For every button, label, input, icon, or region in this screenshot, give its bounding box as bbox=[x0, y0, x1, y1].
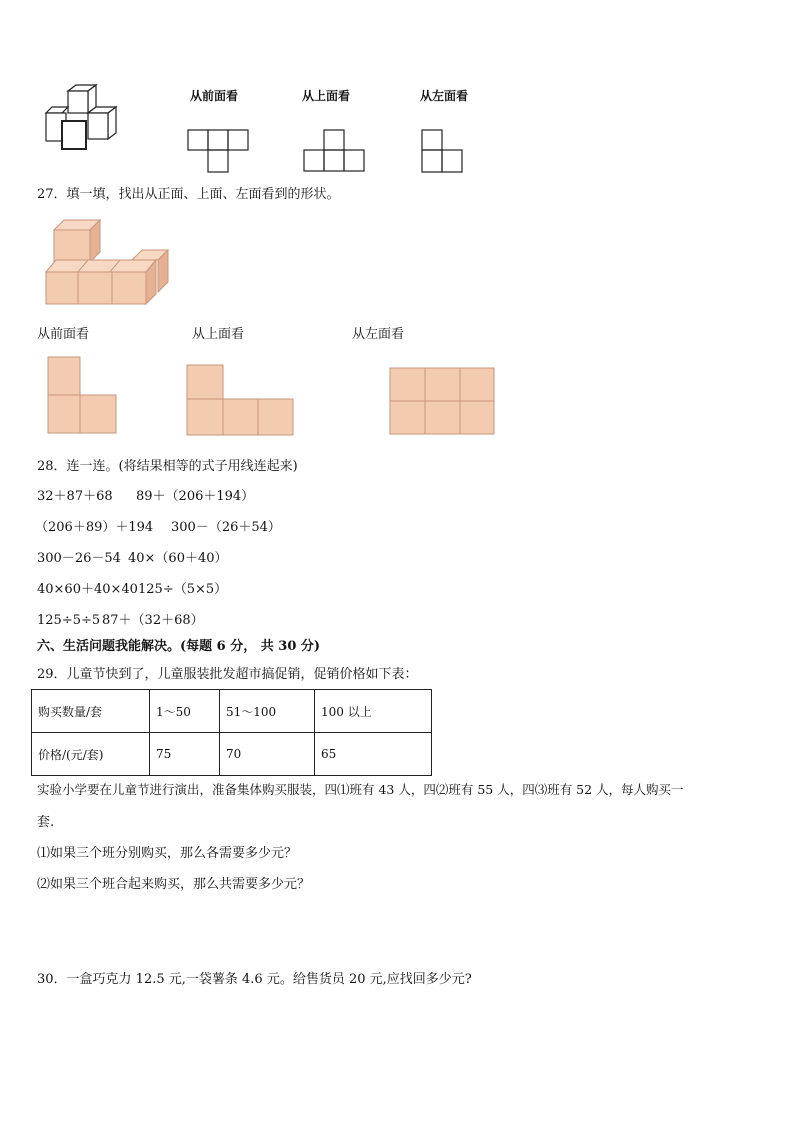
q27-left-view-shape bbox=[390, 368, 496, 436]
q27-top-view-shape bbox=[187, 365, 295, 437]
q28-left-expr-2[interactable]: （206＋89）＋194 bbox=[35, 520, 154, 535]
top-front-view-label: 从前面看 bbox=[190, 89, 239, 103]
table-row bbox=[32, 690, 432, 733]
top-top-view-shape bbox=[304, 130, 366, 174]
q27-left-view-label: 从左面看 bbox=[352, 327, 405, 342]
q27-front-view-label: 从前面看 bbox=[37, 327, 90, 342]
table-cell: 100 以上 bbox=[315, 690, 432, 733]
table-cell: 75 bbox=[150, 733, 220, 776]
section-6-title: 六、生活问题我能解决。(每题 6 分， 共 30 分) bbox=[37, 639, 321, 654]
q28-right-expr-1[interactable]: 89＋（206＋194） bbox=[136, 489, 255, 504]
table-header-quantity: 购买数量/套 bbox=[32, 690, 150, 733]
top-cube-figure bbox=[40, 85, 130, 153]
price-table bbox=[31, 689, 432, 776]
q28-right-expr-2[interactable]: 300－（26＋54） bbox=[171, 520, 281, 535]
q28-right-expr-5[interactable]: 87＋（32＋68） bbox=[102, 613, 204, 628]
top-front-view-shape bbox=[188, 130, 250, 174]
q28-left-expr-3[interactable]: 300－26－54 bbox=[37, 551, 121, 566]
q27-top-view-label: 从上面看 bbox=[192, 327, 245, 342]
table-header-price: 价格/(元/套) bbox=[32, 733, 150, 776]
q27-front-view-shape bbox=[48, 357, 118, 435]
q29-subquestion-2: ⑵如果三个班合起来购买，那么共需要多少元？ bbox=[37, 877, 311, 892]
table-cell: 65 bbox=[315, 733, 432, 776]
q27-cube-figure bbox=[44, 218, 170, 308]
q29-subquestion-1: ⑴如果三个班分别购买，那么各需要多少元？ bbox=[37, 846, 298, 861]
q28-right-expr-3[interactable]: 40×（60＋40） bbox=[128, 551, 228, 566]
table-cell: 70 bbox=[220, 733, 315, 776]
top-left-view-label: 从左面看 bbox=[420, 89, 469, 103]
q29-description-line1: 实验小学要在儿童节进行演出，准备集体购买服装，四⑴班有 43 人，四⑵班有 55 人，四⑶班有 52 人，每人购买一 bbox=[37, 782, 684, 797]
q27-title: 27．填一填，找出从正面、上面、左面看到的形状。 bbox=[37, 187, 340, 202]
q29-title: 29．儿童节快到了，儿童服装批发超市搞促销，促销价格如下表： bbox=[37, 667, 418, 682]
q30-title: 30．一盒巧克力 12.5 元,一袋薯条 4.6 元。给售货员 20 元,应找回多少元? bbox=[37, 972, 472, 987]
q29-description-line2: 套. bbox=[37, 815, 55, 830]
table-row bbox=[32, 733, 432, 776]
q28-left-expr-5[interactable]: 125÷5÷5 bbox=[37, 613, 101, 628]
table-cell: 1～50 bbox=[150, 690, 220, 733]
table-cell: 51～100 bbox=[220, 690, 315, 733]
top-top-view-label: 从上面看 bbox=[302, 89, 351, 103]
q28-left-expr-4[interactable]: 40×60＋40×40 bbox=[37, 582, 138, 597]
top-left-view-shape bbox=[422, 130, 464, 174]
q28-title: 28．连一连。(将结果相等的式子用线连起来) bbox=[37, 459, 298, 474]
q28-right-expr-4[interactable]: 125÷（5×5） bbox=[138, 582, 228, 597]
q28-left-expr-1[interactable]: 32＋87＋68 bbox=[37, 489, 113, 504]
